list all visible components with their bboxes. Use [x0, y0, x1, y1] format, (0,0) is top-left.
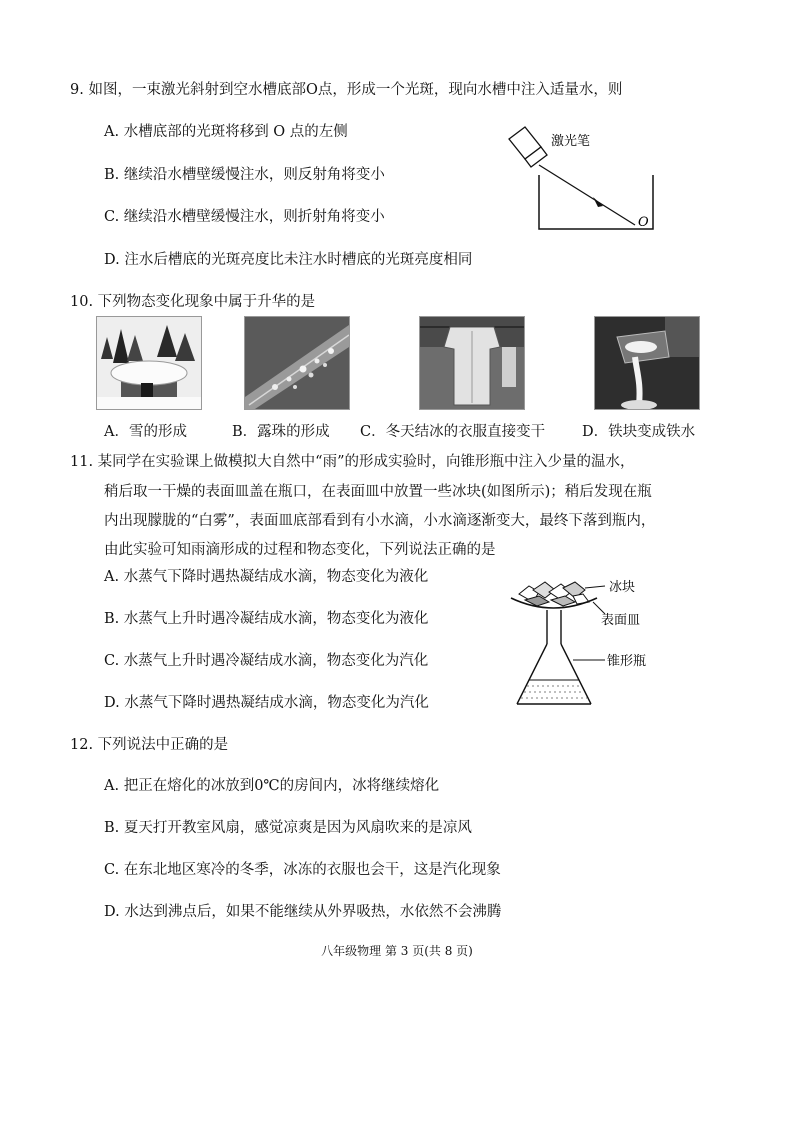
q11-stem-line-3: 内出现朦胧的“白雾”，表面皿底部看到有小水滴，小水滴逐渐变大，最终下落到瓶内， — [104, 513, 656, 529]
laser-beam — [539, 165, 635, 225]
snow-scene-icon — [97, 317, 201, 409]
photo-snow — [96, 316, 202, 410]
q11-option-d: D. 水蒸气下降时遇热凝结成水滴，物态变化为汽化 — [104, 695, 429, 711]
q10-caption-b: B．露珠的形成 — [232, 424, 330, 440]
q11-option-b: B. 水蒸气上升时遇冷凝结成水滴，物态变化为液化 — [104, 611, 429, 627]
dew-leaf-icon — [245, 317, 349, 409]
q10-stem: 10. 下列物态变化现象中属于升华的是 — [70, 294, 316, 310]
ice-cubes-icon — [519, 582, 589, 606]
q9-stem: 9. 如图，一束激光斜射到空水槽底部O点，形成一个光斑，现向水槽中注入适量水，则 — [70, 82, 623, 98]
q12-option-d: D. 水达到沸点后，如果不能继续从外界吸热，水依然不会沸腾 — [104, 904, 502, 920]
q12-option-c: C. 在东北地区寒冷的冬季，冰冻的衣服也会干，这是汽化现象 — [104, 862, 501, 878]
q10-caption-c: C．冬天结冰的衣服直接变干 — [360, 424, 546, 440]
conical-flask — [517, 610, 591, 704]
ice-label: 冰块 — [609, 580, 636, 595]
photo-frozen-clothes — [419, 316, 525, 410]
q12-option-b: B. 夏天打开教室风扇，感觉凉爽是因为风扇吹来的是凉风 — [104, 820, 472, 836]
q9-option-c: C. 继续沿水槽壁缓慢注水，则折射角将变小 — [104, 209, 385, 225]
flask-label: 锥形瓶 — [607, 654, 647, 669]
q9-option-d: D. 注水后槽底的光斑亮度比未注水时槽底的光斑亮度相同 — [104, 252, 473, 268]
watch-glass-label: 表面皿 — [601, 613, 641, 628]
q11-option-a: A. 水蒸气下降时遇热凝结成水滴，物态变化为液化 — [104, 569, 429, 585]
q11-stem-line-1: 11. 某同学在实验课上做模拟大自然中“雨”的形成实验时，向锥形瓶中注入少量的温水， — [70, 454, 635, 470]
q11-stem-line-2: 稍后取一干燥的表面皿盖在瓶口，在表面皿中放置一些冰块(如图所示)；稍后发现在瓶 — [104, 484, 652, 500]
q9-laser-figure — [495, 125, 675, 235]
molten-iron-icon — [595, 317, 699, 409]
beam-arrow-icon — [593, 197, 603, 207]
q10-caption-a: A．雪的形成 — [104, 424, 187, 440]
page-footer: 八年级物理 第 3 页(共 8 页) — [321, 944, 473, 958]
q10-caption-d: D．铁块变成铁水 — [582, 424, 696, 440]
laser-pen-icon — [509, 127, 547, 167]
q11-flask-figure — [505, 572, 675, 712]
q12-option-a: A. 把正在熔化的冰放到0℃的房间内，冰将继续熔化 — [104, 778, 440, 794]
q12-stem: 12. 下列说法中正确的是 — [70, 737, 229, 753]
q9-option-b: B. 继续沿水槽壁缓慢注水，则反射角将变小 — [104, 167, 385, 183]
q11-stem-line-4: 由此实验可知雨滴形成的过程和物态变化，下列说法正确的是 — [104, 542, 496, 558]
q11-option-c: C. 水蒸气上升时遇冷凝结成水滴，物态变化为汽化 — [104, 653, 429, 669]
frozen-clothes-icon — [420, 317, 524, 409]
photo-molten-iron — [594, 316, 700, 410]
photo-dew — [244, 316, 350, 410]
q9-option-a: A. 水槽底部的光斑将移到 O 点的左侧 — [104, 124, 348, 140]
laser-pen-label: 激光笔 — [551, 134, 591, 149]
point-o-label: O — [638, 215, 649, 230]
